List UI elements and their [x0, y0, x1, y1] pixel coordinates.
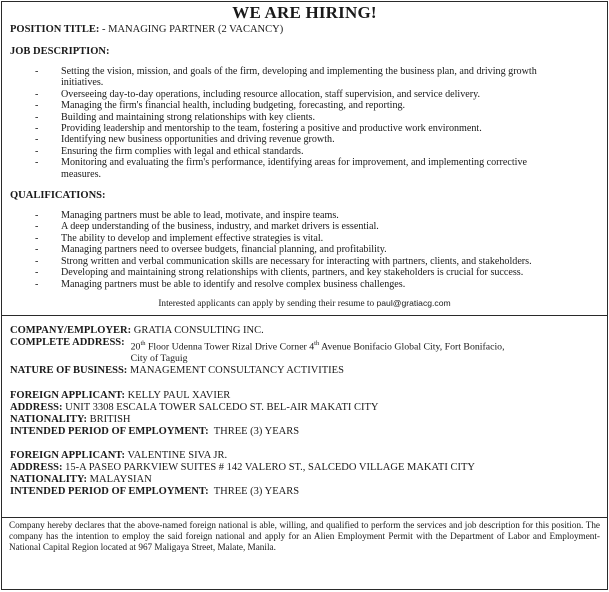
applicant-block	[2, 390, 607, 438]
list-item	[2, 146, 607, 157]
qualifications-list	[2, 210, 607, 290]
page-title: WE ARE HIRING!	[232, 3, 377, 22]
applicant-nationality-label: NATIONALITY:	[10, 474, 88, 486]
applicant-name-label: FOREIGN APPLICANT:	[10, 450, 126, 462]
list-item-text: A deep understanding of the business, industry, and market drivers is essential.	[61, 221, 379, 233]
list-item-text: Identifying new business opportunities and driving revenue growth.	[61, 134, 335, 146]
list-item-text: The ability to develop and implement effective strategies is vital.	[61, 232, 324, 244]
applicant-name	[2, 390, 607, 402]
dash-marker: -	[35, 232, 39, 244]
nature-label: NATURE OF BUSINESS:	[10, 365, 128, 377]
list-item	[2, 100, 607, 111]
address-sup: th	[140, 339, 146, 347]
job-description-list	[2, 66, 607, 180]
applicant-address-label: ADDRESS:	[10, 462, 63, 474]
qualifications-heading: QUALIFICATIONS:	[10, 190, 106, 202]
address-part: Floor Udenna Tower Rizal Drive Corner 4	[145, 341, 315, 353]
dash-marker: -	[35, 244, 39, 256]
applicant-nationality-value: BRITISH	[89, 414, 131, 426]
dash-marker: -	[35, 157, 39, 169]
dash-marker: -	[35, 123, 39, 135]
applicant-nationality-label: NATIONALITY:	[10, 414, 88, 426]
applicant-period-value: THREE (3) YEARS	[213, 486, 300, 498]
apply-instructions	[2, 297, 607, 310]
list-item	[2, 134, 607, 145]
nature-value: MANAGEMENT CONSULTANCY ACTIVITIES	[129, 365, 344, 377]
dash-marker: -	[35, 100, 39, 112]
list-item-text: Developing and maintaining strong relationships with clients, partners, and key stakeholders is crucial for success.	[61, 267, 524, 279]
applicant-nationality	[2, 414, 607, 426]
dash-marker: -	[35, 221, 39, 233]
applicant-period-label: INTENDED PERIOD OF EMPLOYMENT:	[10, 486, 209, 498]
dash-marker: -	[35, 66, 39, 77]
list-item	[2, 233, 607, 244]
dash-marker: -	[35, 255, 39, 267]
list-item	[2, 267, 607, 278]
applicant-address	[2, 462, 607, 474]
applicant-address-label: ADDRESS:	[10, 402, 63, 414]
dash-marker: -	[35, 278, 39, 290]
list-item	[2, 244, 607, 255]
nature-of-business	[2, 365, 607, 377]
job-description-heading: JOB DESCRIPTION:	[10, 46, 110, 57]
address-value	[125, 337, 505, 364]
applicant-nationality	[2, 474, 607, 486]
dash-marker: -	[35, 111, 39, 123]
job-advertisement	[1, 1, 608, 590]
divider	[2, 315, 607, 316]
applicant-period-label: INTENDED PERIOD OF EMPLOYMENT:	[10, 426, 209, 438]
list-item-text: Ensuring the firm complies with legal and ethical standards.	[61, 145, 304, 157]
dash-marker: -	[35, 145, 39, 157]
company-section	[2, 325, 607, 377]
applicant-address-value: 15-A PASEO PARKVIEW SUITES # 142 VALERO ST., SALCEDO VILLAGE MAKATI CITY	[65, 462, 475, 474]
list-item-text: Providing leadership and mentorship to the team, fostering a positive and productive work environment.	[61, 123, 482, 135]
applicant-name-label: FOREIGN APPLICANT:	[10, 390, 126, 402]
list-item	[2, 66, 607, 89]
address-label: COMPLETE ADDRESS:	[10, 336, 125, 348]
list-item-text: Managing partners need to oversee budgets, financial planning, and profitability.	[61, 244, 387, 256]
apply-email-link[interactable]: paul@gratiacg.com	[376, 297, 451, 308]
list-item	[2, 256, 607, 267]
list-item	[2, 279, 607, 290]
dash-marker: -	[35, 267, 39, 279]
employer-label: COMPANY/EMPLOYER:	[10, 324, 132, 336]
list-item-text: Building and maintaining strong relationships with key clients.	[61, 111, 315, 123]
list-item-text: Overseeing day-to-day operations, including resource allocation, staff supervision, and service delivery.	[61, 88, 481, 100]
address-line-2: City of Taguig	[130, 352, 188, 364]
dash-marker: -	[35, 210, 39, 222]
declaration-footer: Company hereby declares that the above-named foreign national is able, willing, and qualified to perform the services and job description for this position. The company has the intention to employ the said foreign national and apply for an Alien Employment Permit with the Department of Labor and Employment- National Capital Region located at 967 Maligaya Street, Malate, Manila.	[9, 520, 600, 553]
applicant-name	[2, 450, 607, 462]
list-item	[2, 112, 607, 123]
applicant-address	[2, 402, 607, 414]
position-title-value: - MANAGING PARTNER (2 VACANCY)	[102, 24, 284, 35]
applicant-block	[2, 450, 607, 498]
company-employer	[2, 325, 607, 337]
address-sup: th	[314, 339, 320, 347]
list-item	[2, 210, 607, 221]
list-item-text: Setting the vision, mission, and goals of the firm, developing and implementing the business plan, and driving growth initiatives.	[61, 66, 537, 89]
company-address	[2, 337, 607, 364]
list-item-text: Strong written and verbal communication skills are necessary for interacting with partners, clients, and stakeholders.	[61, 255, 532, 267]
list-item-text: Managing the firm's financial health, including budgeting, forecasting, and reporting.	[61, 100, 406, 112]
position-title	[2, 24, 607, 36]
dash-marker: -	[35, 88, 39, 100]
list-item-text: Managing partners must be able to lead, motivate, and inspire teams.	[61, 210, 339, 222]
list-item-text: Monitoring and evaluating the firm's performance, identifying areas for improvement, and implementing corrective measures.	[61, 157, 527, 180]
applicant-period-value: THREE (3) YEARS	[213, 426, 300, 438]
list-item	[2, 221, 607, 232]
address-part: Avenue Bonifacio Global City, Fort Bonifacio,	[319, 341, 505, 353]
list-item	[2, 157, 607, 180]
address-line-1	[131, 338, 505, 353]
applicant-name-value: VALENTINE SIVA JR.	[127, 450, 228, 462]
applicant-period	[2, 426, 607, 438]
employer-value: GRATIA CONSULTING INC.	[133, 324, 264, 336]
list-item-text: Managing partners must be able to identify and resolve complex business challenges.	[61, 278, 406, 290]
list-item	[2, 123, 607, 134]
list-item	[2, 89, 607, 100]
applicant-name-value: KELLY PAUL XAVIER	[127, 390, 231, 402]
address-part: 20	[130, 341, 141, 353]
apply-text: Interested applicants can apply by sending their resume to	[158, 298, 377, 309]
applicant-nationality-value: MALAYSIAN	[89, 474, 152, 486]
applicant-address-value: UNIT 3308 ESCALA TOWER SALCEDO ST. BEL-AIR MAKATI CITY	[65, 402, 379, 414]
dash-marker: -	[35, 134, 39, 146]
applicant-period	[2, 486, 607, 498]
position-title-label: POSITION TITLE:	[10, 24, 100, 35]
